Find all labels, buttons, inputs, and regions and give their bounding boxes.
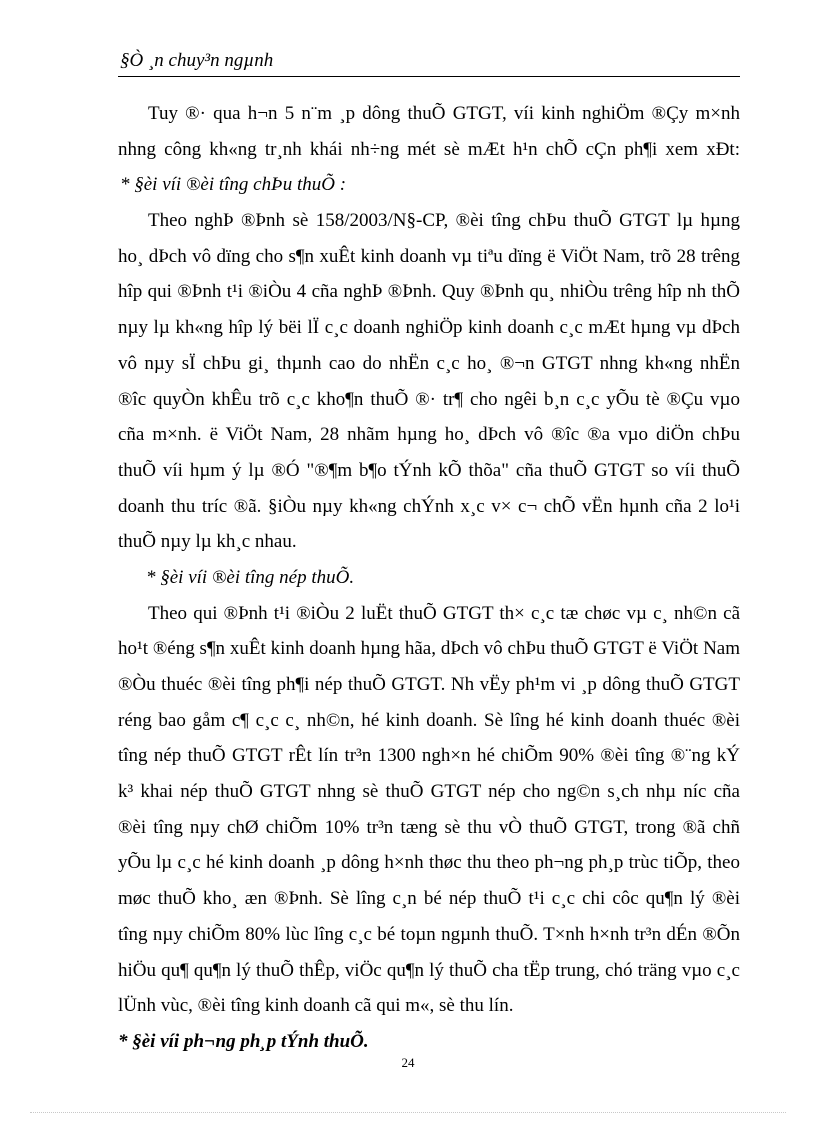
text-line: vô nµy sÏ chÞu gi¸ thµnh cao do nhËn c¸c ho¸ ®¬n GTGT nhng kh«ng nhËn (118, 352, 740, 374)
text-line: réng bao gåm c¶ c¸c c¸ nh©n, hé kinh doanh. Sè lîng hé kinh doanh thuéc ®èi (118, 709, 740, 731)
text-line: thuÕ víi hµm ý lµ ®Ó "®¶m b¶o tÝnh kÕ thõa" cña thuÕ GTGT so víi thuÕ (118, 459, 740, 481)
text-line: møc thuÕ kho¸ æn ®Þnh. Sè lîng c¸n bé nép thuÕ t¹i c¸c chi côc qu¶n lý ®èi (118, 888, 740, 910)
text-line: yÕu lµ c¸c hé kinh doanh ¸p dông h×nh thøc thu theo ph¬ng ph¸p trùc tiÕp, theo (118, 852, 740, 874)
text-line: lÜnh vùc, ®èi tîng kinh doanh cã qui m«, sè thu lín. (118, 995, 514, 1017)
header-divider (118, 76, 740, 77)
page-number: 24 (401, 1055, 415, 1070)
text-line: hîp qui ®Þnh t¹i ®iÒu 4 cña nghÞ ®Þnh. Quy ®Þnh qu¸ nhiÒu trêng hîp nh thÕ (118, 281, 740, 303)
page-bottom-border (30, 1112, 786, 1113)
text-line: Theo qui ®Þnh t¹i ®iÒu 2 luËt thuÕ GTGT th× c¸c tæ chøc vµ c¸ nh©n cã (148, 602, 740, 624)
text-line: cña m×nh. ë ViÖt Nam, 28 nhãm hµng ho¸ dÞch vô ®îc ®a vµo diÖn chÞu (118, 424, 740, 446)
text-line: nhng công kh«ng tr¸nh khái nh÷ng mét sè mÆt h¹n chÕ cÇn ph¶i xem xÐt: (118, 138, 740, 160)
text-line: hiÖu qu¶ qu¶n lý thuÕ thÊp, viÖc qu¶n lý thuÕ cha tËp trung, chó träng vµo c¸c (118, 959, 740, 981)
text-line: ®Òu thuéc ®èi tîng ph¶i nép thuÕ GTGT. Nh vËy ph¹m vi ¸p dông thuÕ GTGT (118, 674, 740, 695)
text-line: ®îc quyÒn khÊu trõ c¸c kho¶n thuÕ ®· tr¶ cho ngêi b¸n c¸c yÕu tè ®Çu vµo (118, 388, 740, 410)
text-line: doanh thu tríc ®ã. §iÒu nµy kh«ng chÝnh x¸c v× c¬ chÕ vËn hµnh cña 2 lo¹i (118, 495, 740, 517)
section-heading: * §èi víi ph¬ng ph¸p tÝnh thuÕ. (118, 1030, 369, 1052)
text-line: nµy lµ kh«ng hîp lý bëi lÏ c¸c doanh nghiÖp kinh doanh c¸c mÆt hµng vµ dÞch (118, 317, 740, 339)
text-line: thuÕ nµy lµ kh¸c nhau. (118, 531, 297, 553)
running-header: §Ò ¸n chuy³n ngµnh (120, 50, 274, 71)
text-line: tîng nép thuÕ GTGT rÊt lín tr³n 1300 ngh×n hé chiÕm 90% ®èi tîng ®¨ng kÝ (118, 745, 740, 767)
text-line: k³ khai nép thuÕ GTGT nhng sè thuÕ GTGT nép cho ng©n s¸ch nhµ níc cña (118, 781, 740, 803)
document-body (118, 96, 740, 1060)
text-line: tîng nµy chiÕm 80% lùc lîng c¸c bé toµn ngµnh thuÕ. T×nh h×nh tr³n dÉn ®Õn (118, 923, 740, 945)
section-heading: * §èi víi ®èi tîng nép thuÕ. (146, 566, 355, 588)
text-line: ®èi tîng nµy chØ chiÕm 10% tr³n tæng sè thu vÒ thuÕ GTGT, trong ®ã chñ (118, 816, 740, 838)
text-line: ho¸ dÞch vô dïng cho s¶n xuÊt kinh doanh vµ tiªu dïng ë ViÖt Nam, trõ 28 trêng (118, 245, 740, 267)
text-line: ho¹t ®éng s¶n xuÊt kinh doanh hµng hãa, dÞch vô chÞu thuÕ GTGT ë ViÖt Nam (118, 638, 740, 660)
text-line: Theo nghÞ ®Þnh sè 158/2003/N§-CP, ®èi tîng chÞu thuÕ GTGT lµ hµng (148, 210, 740, 232)
text-line: Tuy ®· qua h¬n 5 n¨m ¸p dông thuÕ GTGT, víi kinh nghiÖm ®Çy m×nh (148, 103, 740, 124)
section-heading: * §èi víi ®èi tîng chÞu thuÕ : (120, 174, 347, 196)
